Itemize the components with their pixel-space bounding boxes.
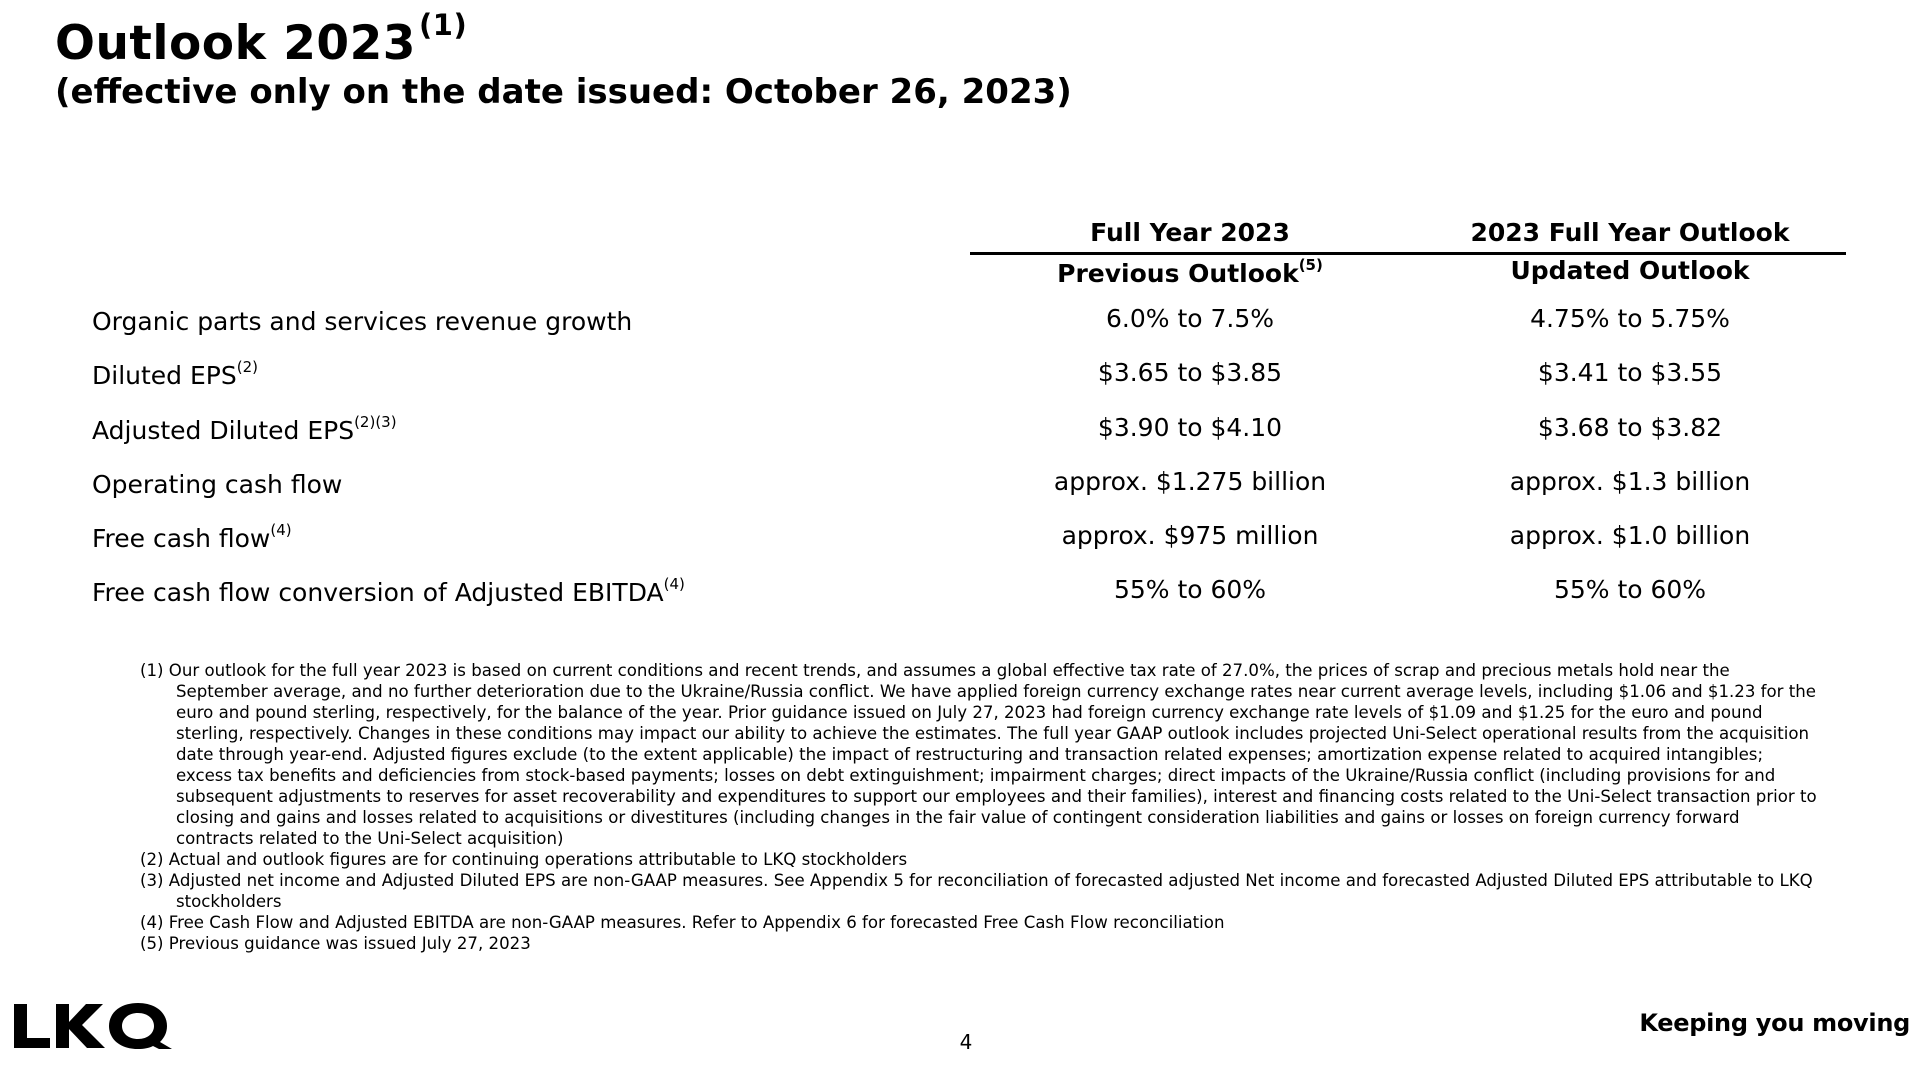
row-label-footnote-ref: (4) — [663, 575, 685, 593]
cell-updated-operating-cash-flow: approx. $1.3 billion — [1509, 467, 1751, 496]
row-label-text: Organic parts and services revenue growth — [92, 307, 633, 336]
cell-previous-operating-cash-flow: approx. $1.275 billion — [1053, 467, 1327, 496]
footnote-2: (2) Actual and outlook figures are for continuing operations attributable to LKQ stockholders — [140, 850, 908, 869]
cell-previous-fcf-conversion: 55% to 60% — [1113, 575, 1267, 604]
row-label-text: Free cash flow — [92, 524, 271, 553]
row-label-free-cash-flow — [92, 521, 292, 553]
column-header-updated-line2: Updated Outlook — [1510, 256, 1750, 285]
cell-previous-adjusted-diluted-eps: $3.90 to $4.10 — [1097, 413, 1283, 442]
cell-updated-fcf-conversion: 55% to 60% — [1553, 575, 1707, 604]
header-divider — [970, 252, 1846, 255]
row-label-operating-cash-flow — [92, 467, 342, 499]
column-header-previous-footnote-ref: (5) — [1298, 256, 1323, 274]
cell-updated-organic-revenue-growth: 4.75% to 5.75% — [1530, 304, 1730, 333]
cell-previous-organic-revenue-growth: 6.0% to 7.5% — [1105, 304, 1275, 333]
cell-updated-free-cash-flow: approx. $1.0 billion — [1509, 521, 1751, 550]
lkq-logo — [14, 1000, 186, 1052]
cell-updated-diluted-eps: $3.41 to $3.55 — [1537, 358, 1723, 387]
page-number: 4 — [959, 1030, 973, 1054]
page-title — [55, 8, 467, 71]
row-label-organic-revenue-growth — [92, 304, 632, 336]
row-label-footnote-ref: (2) — [236, 358, 258, 376]
footnote-5: (5) Previous guidance was issued July 27, 2023 — [140, 934, 531, 953]
page-subtitle: (effective only on the date issued: October 26, 2023) — [55, 72, 1072, 112]
brand-tagline: Keeping you moving — [1639, 1009, 1910, 1037]
cell-previous-diluted-eps: $3.65 to $3.85 — [1097, 358, 1283, 387]
row-label-text: Free cash flow conversion of Adjusted EBITDA — [92, 578, 664, 607]
page-title-text: Outlook 2023 — [55, 16, 417, 71]
row-label-fcf-conversion — [92, 575, 685, 607]
row-label-text: Operating cash flow — [92, 470, 343, 499]
column-header-previous-line2 — [990, 256, 1390, 288]
row-label-text: Adjusted Diluted EPS — [92, 416, 355, 445]
row-label-footnote-ref: (4) — [270, 521, 292, 539]
cell-previous-free-cash-flow: approx. $975 million — [1061, 521, 1319, 550]
row-label-diluted-eps — [92, 358, 258, 390]
cell-updated-adjusted-diluted-eps: $3.68 to $3.82 — [1537, 413, 1723, 442]
footnotes — [140, 660, 1820, 954]
page-title-footnote-ref: (1) — [419, 8, 468, 42]
column-header-previous-line1: Full Year 2023 — [1090, 218, 1290, 247]
row-label-text: Diluted EPS — [92, 361, 237, 390]
footnote-1: (1) Our outlook for the full year 2023 is based on current conditions and recent trends, and assumes a global effective tax rate of 27.0%, the prices of scrap and precious metals hold near the September average, and no further deterioration due to the Ukraine/Russia conflict. We have applied foreign currency exchange rates near current average levels, including $1.06 and $1.23 for the euro and pound sterling, respectively, for the balance of the year. Prior guidance issued on July 27, 2023 had foreign currency exchange rate levels of $1.09 and $1.25 for the euro and pound sterling, respectively. Changes in these conditions may impact our ability to achieve the estimates. The full year GAAP outlook includes projected Uni-Select operational results from the acquisition date through year-end. Adjusted figures exclude (to the extent applicable) the impact of restructuring and transaction related expenses; amortization expense related to acquired intangibles; excess tax benefits and deficiencies from stock-based payments; losses on debt extinguishment; impairment charges; direct impacts of the Ukraine/Russia conflict (including provisions for and subsequent adjustments to reserves for asset recoverability and expenditures to support our employees and their families), interest and financing costs related to the Uni-Select transaction prior to closing and gains and losses related to acquisitions or divestitures (including changes in the fair value of contingent consideration liabilities and gains or losses on foreign currency forward contracts related to the Uni-Select acquisition) — [140, 661, 1817, 848]
row-label-footnote-ref: (2)(3) — [354, 413, 397, 431]
column-header-updated-line1: 2023 Full Year Outlook — [1470, 218, 1790, 247]
column-header-previous-line2-text: Previous Outlook — [1057, 259, 1299, 288]
row-label-adjusted-diluted-eps — [92, 413, 397, 445]
footnote-3: (3) Adjusted net income and Adjusted Diluted EPS are non-GAAP measures. See Appendix 5 for reconciliation of forecasted adjusted Net income and forecasted Adjusted Diluted EPS attributable to LKQ stockholders — [140, 871, 1813, 911]
footnote-4: (4) Free Cash Flow and Adjusted EBITDA are non-GAAP measures. Refer to Appendix 6 for forecasted Free Cash Flow reconciliation — [140, 913, 1225, 932]
